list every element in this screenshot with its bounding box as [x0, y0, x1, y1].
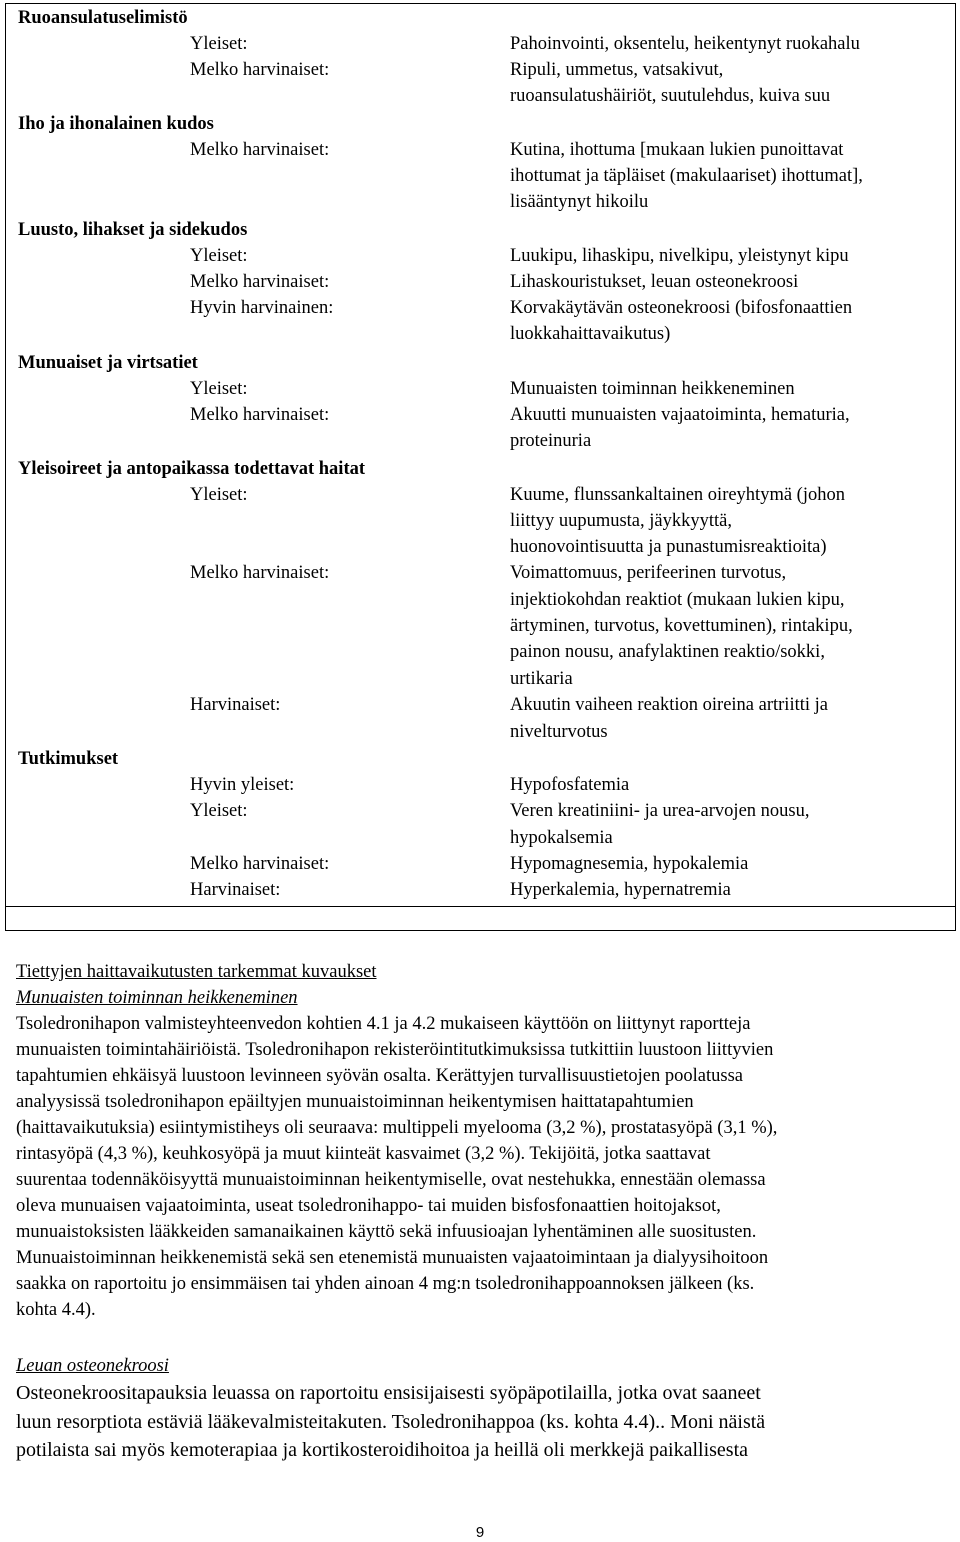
section-title: Tiettyjen haittavaikutusten tarkemmat kuvaukset [16, 962, 377, 982]
frequency-label: Harvinaiset: [190, 880, 281, 900]
effect-description: Luukipu, lihaskipu, nivelkipu, yleistynyt kipu [510, 246, 849, 266]
effect-description: Lihaskouristukset, leuan osteonekroosi [510, 272, 799, 292]
effect-description: Ripuli, ummetus, vatsakivut, [510, 60, 724, 80]
category-label: Tutkimukset [18, 749, 119, 769]
paragraph-line: luun resorptiota estäviä lääkevalmisteitakuten. Tsoledronihappoa (ks. kohta 4.4).. Moni näistä [16, 1410, 766, 1433]
effect-description: Hypomagnesemia, hypokalemia [510, 854, 749, 874]
paragraph-line: oleva munuaisen vajaatoiminta, useat tsoledronihappo- tai muiden bisfosfonaattien hoitojaksot, [16, 1196, 721, 1216]
paragraph-line: potilaista sai myös kemoterapiaa ja kortikosteroidihoitoa ja heillä oli merkkejä paikallisesta [16, 1439, 749, 1461]
effect-description: hypokalsemia [510, 828, 613, 848]
category-label: Iho ja ihonalainen kudos [18, 114, 214, 134]
effect-description: painon nousu, anafylaktinen reaktio/sokki, [510, 642, 825, 662]
paragraph-line: (haittavaikutuksia) esiintymistiheys oli seuraava: multippeli myelooma (3,2 %), prostatasyöpä (3,1 %), [16, 1118, 778, 1138]
paragraph-line: Munuaistoiminnan heikkenemistä sekä sen etenemistä munuaisten vajaatoimintaan ja dialyysihoitoon [16, 1248, 769, 1268]
frequency-label: Yleiset: [190, 246, 248, 266]
frequency-label: Melko harvinaiset: [190, 563, 330, 583]
frequency-label: Melko harvinaiset: [190, 60, 330, 80]
frequency-label: Yleiset: [190, 801, 248, 821]
renal-paragraph [16, 1011, 952, 1323]
effect-description: huonovointisuutta ja punastumisreaktioita) [510, 537, 827, 557]
effect-description: ruoansulatushäiriöt, suutulehdus, kuiva suu [510, 86, 831, 106]
effect-description: Kutina, ihottuma [mukaan lukien punoittavat [510, 140, 844, 160]
effect-description: Pahoinvointi, oksentelu, heikentynyt ruokahalu [510, 34, 860, 54]
effect-description: injektiokohdan reaktiot (mukaan lukien kipu, [510, 590, 845, 610]
effect-description: luokkahaittavaikutus) [510, 324, 671, 344]
frequency-label: Melko harvinaiset: [190, 272, 330, 292]
category-label: Munuaiset ja virtsatiet [18, 353, 198, 373]
effect-description: ärtyminen, turvotus, kovettuminen), rintakipu, [510, 616, 853, 636]
paragraph-line: analyysissä tsoledronihapon epäiltyjen munuaistoiminnan heikentymisen haittatapahtumien [16, 1092, 694, 1112]
frequency-label: Harvinaiset: [190, 695, 281, 715]
effect-description: urtikaria [510, 669, 573, 689]
frequency-label: Hyvin harvinainen: [190, 298, 334, 318]
table-bottom-row-border [5, 906, 956, 907]
category-label: Ruoansulatuselimistö [18, 8, 188, 28]
effect-description: proteinuria [510, 431, 592, 451]
jaw-paragraph [16, 1379, 952, 1465]
effect-description: Veren kreatiniini- ja urea-arvojen nousu, [510, 801, 810, 821]
category-label: Luusto, lihakset ja sidekudos [18, 220, 248, 240]
paragraph-line: munuaisten toimintahäiriöistä. Tsoledronihapon rekisteröintitutkimuksissa tutkittiin luustoon liittyvien [16, 1040, 774, 1060]
paragraph-line: munuaistoksisten lääkkeiden samanaikainen käyttö sekä infuusioajan lyhentäminen alle suositusten. [16, 1222, 757, 1242]
paragraph-line: saakka on raportoitu jo ensimmäisen tai yhden ainoan 4 mg:n tsoledronihappoannoksen jälkeen (ks. [16, 1274, 755, 1294]
paragraph-line: Tsoledronihapon valmisteyhteenvedon kohtien 4.1 ja 4.2 mukaiseen käyttöön on liittynyt raportteja [16, 1014, 751, 1034]
frequency-label: Melko harvinaiset: [190, 405, 330, 425]
frequency-label: Yleiset: [190, 34, 248, 54]
effect-description: Voimattomuus, perifeerinen turvotus, [510, 563, 787, 583]
category-label: Yleisoireet ja antopaikassa todettavat haitat [18, 459, 366, 479]
paragraph-line: tapahtumien ehkäisyä luustoon levinneen syövän osalta. Kerättyjen turvallisuustietojen poolatussa [16, 1066, 743, 1086]
frequency-label: Hyvin yleiset: [190, 775, 295, 795]
paragraph-line: rintasyöpä (4,3 %), keuhkosyöpä ja muut kiinteät kasvaimet (3,2 %). Tekijöitä, jotka saattavat [16, 1144, 711, 1164]
frequency-label: Melko harvinaiset: [190, 140, 330, 160]
subsection-title-jaw: Leuan osteonekroosi [16, 1356, 169, 1376]
paragraph-line: kohta 4.4). [16, 1300, 96, 1320]
effect-description: liittyy uupumusta, jäykkyyttä, [510, 511, 732, 531]
frequency-label: Yleiset: [190, 379, 248, 399]
effect-description: Munuaisten toiminnan heikkeneminen [510, 379, 795, 399]
effect-description: lisääntynyt hikoilu [510, 192, 649, 212]
effect-description: Hypofosfatemia [510, 775, 630, 795]
subsection-title-renal: Munuaisten toiminnan heikkeneminen [16, 988, 298, 1008]
effect-description: Hyperkalemia, hypernatremia [510, 880, 731, 900]
effect-description: ihottumat ja täpläiset (makulaariset) ihottumat], [510, 166, 863, 186]
effect-description: Akuutti munuaisten vajaatoiminta, hematuria, [510, 405, 850, 425]
effect-description: Akuutin vaiheen reaktion oireina artriitti ja [510, 695, 828, 715]
paragraph-line: Osteonekroositapauksia leuassa on raportoitu ensisijaisesti syöpäpotilailla, jotka ovat saaneet [16, 1382, 761, 1404]
effect-description: nivelturvotus [510, 722, 608, 742]
effect-description: Korvakäytävän osteonekroosi (bifosfonaattien [510, 298, 853, 318]
frequency-label: Melko harvinaiset: [190, 854, 330, 874]
frequency-label: Yleiset: [190, 485, 248, 505]
paragraph-line: suurentaa todennäköisyyttä munuaistoiminnan heikentymiselle, ovat nestehukka, ennestään olemassa [16, 1170, 766, 1190]
effect-description: Kuume, flunssankaltainen oireyhtymä (johon [510, 485, 845, 505]
page-number: 9 [475, 1524, 485, 1541]
